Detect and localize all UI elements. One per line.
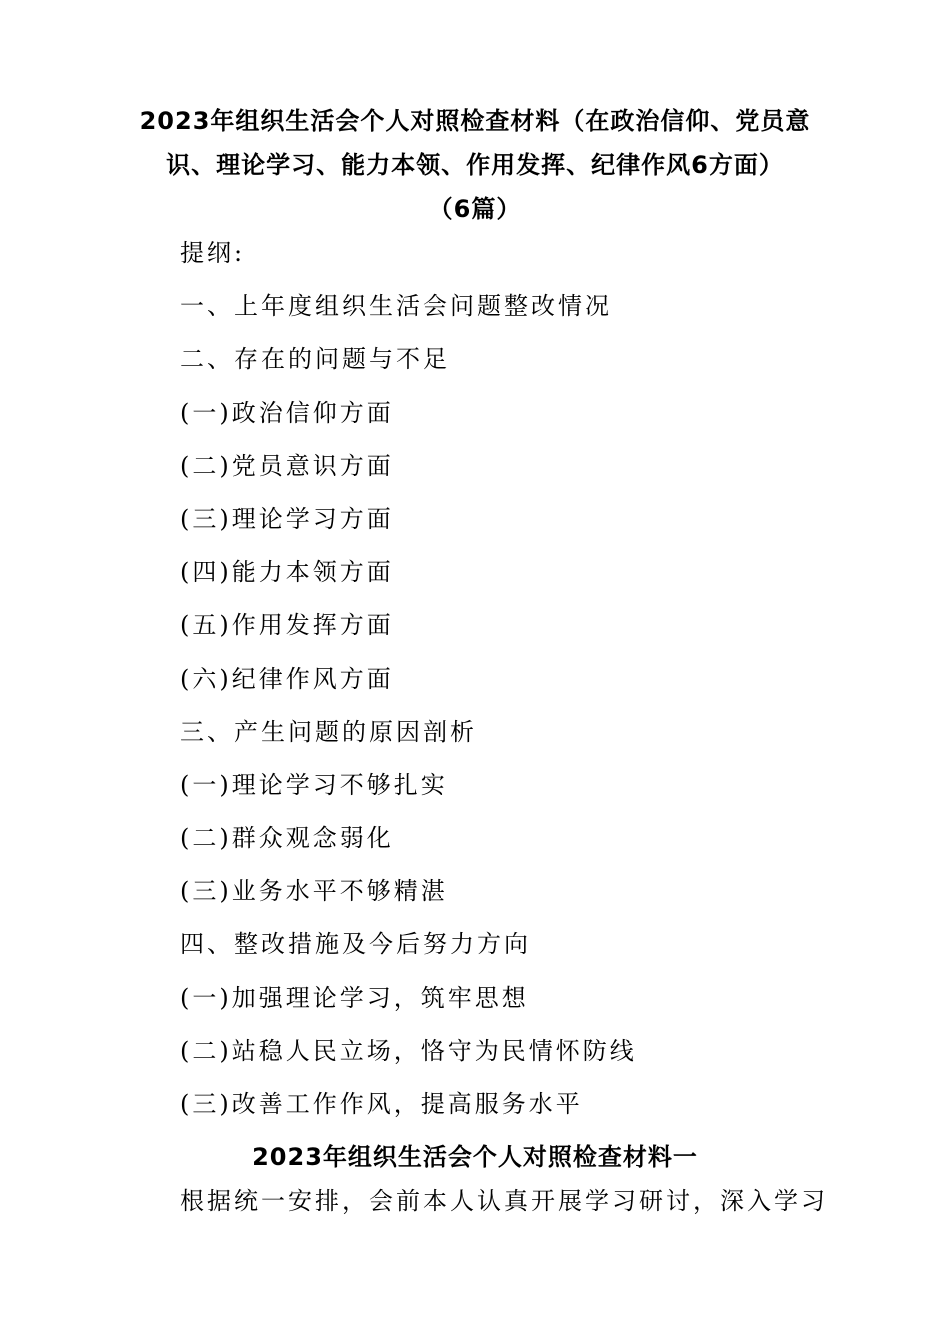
document-title-line-1: 2023年组织生活会个人对照检查材料（在政治信仰、党员意 [139, 107, 811, 135]
outline-item: (二)站稳人民立场，恪守为民情怀防线 [180, 1036, 637, 1065]
outline-item: 四、整改措施及今后努力方向 [180, 930, 531, 959]
outline-item: 二、存在的问题与不足 [180, 345, 450, 374]
outline-item: (三)改善工作作风，提高服务水平 [180, 1090, 583, 1118]
outline-item: (三)业务水平不够精湛 [180, 877, 448, 906]
body-paragraph: 根据统一安排，会前本人认真开展学习研讨，深入学习 [180, 1187, 828, 1215]
outline-item: (二)群众观念弱化 [180, 824, 394, 853]
outline-item: (三)理论学习方面 [180, 504, 394, 533]
outline-item: 一、上年度组织生活会问题整改情况 [180, 292, 612, 321]
document-title-line-3: （6篇） [428, 195, 522, 223]
outline-item: (一)加强理论学习，筑牢思想 [180, 983, 529, 1012]
outline-item: 三、产生问题的原因剖析 [180, 717, 477, 746]
outline-item: (四)能力本领方面 [180, 558, 394, 587]
outline-item: (一)理论学习不够扎实 [180, 770, 448, 799]
section-title: 2023年组织生活会个人对照检查材料一 [252, 1143, 698, 1171]
outline-list [180, 233, 637, 1137]
outline-item: (一)政治信仰方面 [180, 398, 394, 427]
outline-item: (二)党员意识方面 [180, 451, 394, 480]
outline-item: (五)作用发挥方面 [180, 611, 394, 640]
outline-heading: 提纲: [180, 239, 246, 267]
outline-item: (六)纪律作风方面 [180, 664, 394, 693]
document-title-line-2: 识、理论学习、能力本领、作用发挥、纪律作风6方面） [166, 151, 784, 179]
